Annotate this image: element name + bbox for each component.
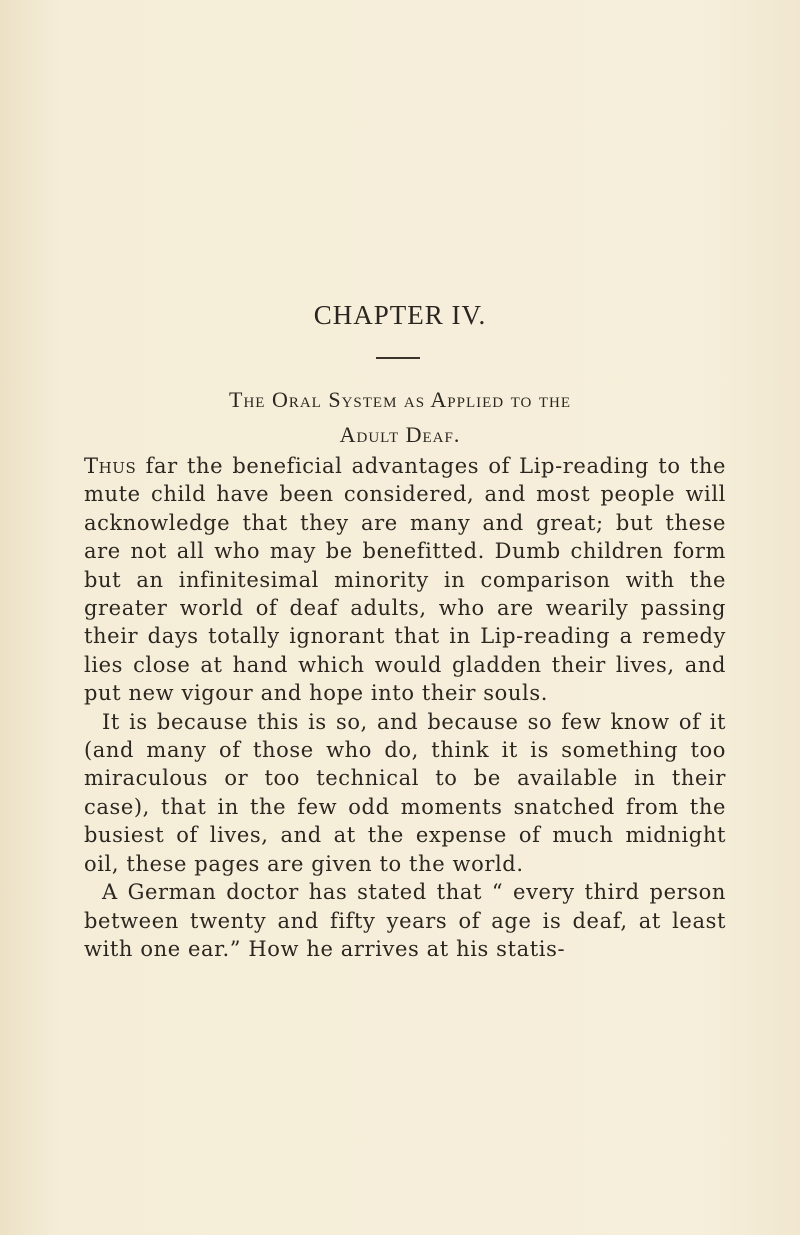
heading-rule <box>376 357 420 359</box>
section-title-line-1: The Oral System as Applied to the <box>229 387 571 412</box>
paragraph-1-lead: Thus <box>84 454 137 478</box>
section-title-line-2: Adult Deaf. <box>339 422 461 447</box>
paragraph-2: It is because this is so, and because so few know of it (and many of those who do, think it is something too miraculous or too technical to be available in their case), that in the few odd moments snatched from the busiest of lives, and at the expense of much midnight oil, these pages are given to the world. <box>84 709 726 876</box>
section-title <box>40 382 760 452</box>
chapter-heading: CHAPTER IV. <box>313 300 487 330</box>
paragraph-3: A German doctor has stated that “ every third person between twenty and fifty years of age is deaf, at least with one ear.” How he arrives at his statis- <box>84 880 726 961</box>
body-text <box>84 452 726 963</box>
paragraph-1 <box>84 452 726 708</box>
paragraph-1-text: far the beneficial advantages of Lip-reading to the mute child have been considered, and most people will acknowledge that they are many and great; but these are not all who may be benefitted. Dumb children form but an infinitesimal minority in comparison with the greater world of deaf adults, who are wearily passing their days totally ignorant that in Lip-reading a remedy lies close at hand which would gladden their lives, and put new vigour and hope into their souls. <box>84 454 726 706</box>
